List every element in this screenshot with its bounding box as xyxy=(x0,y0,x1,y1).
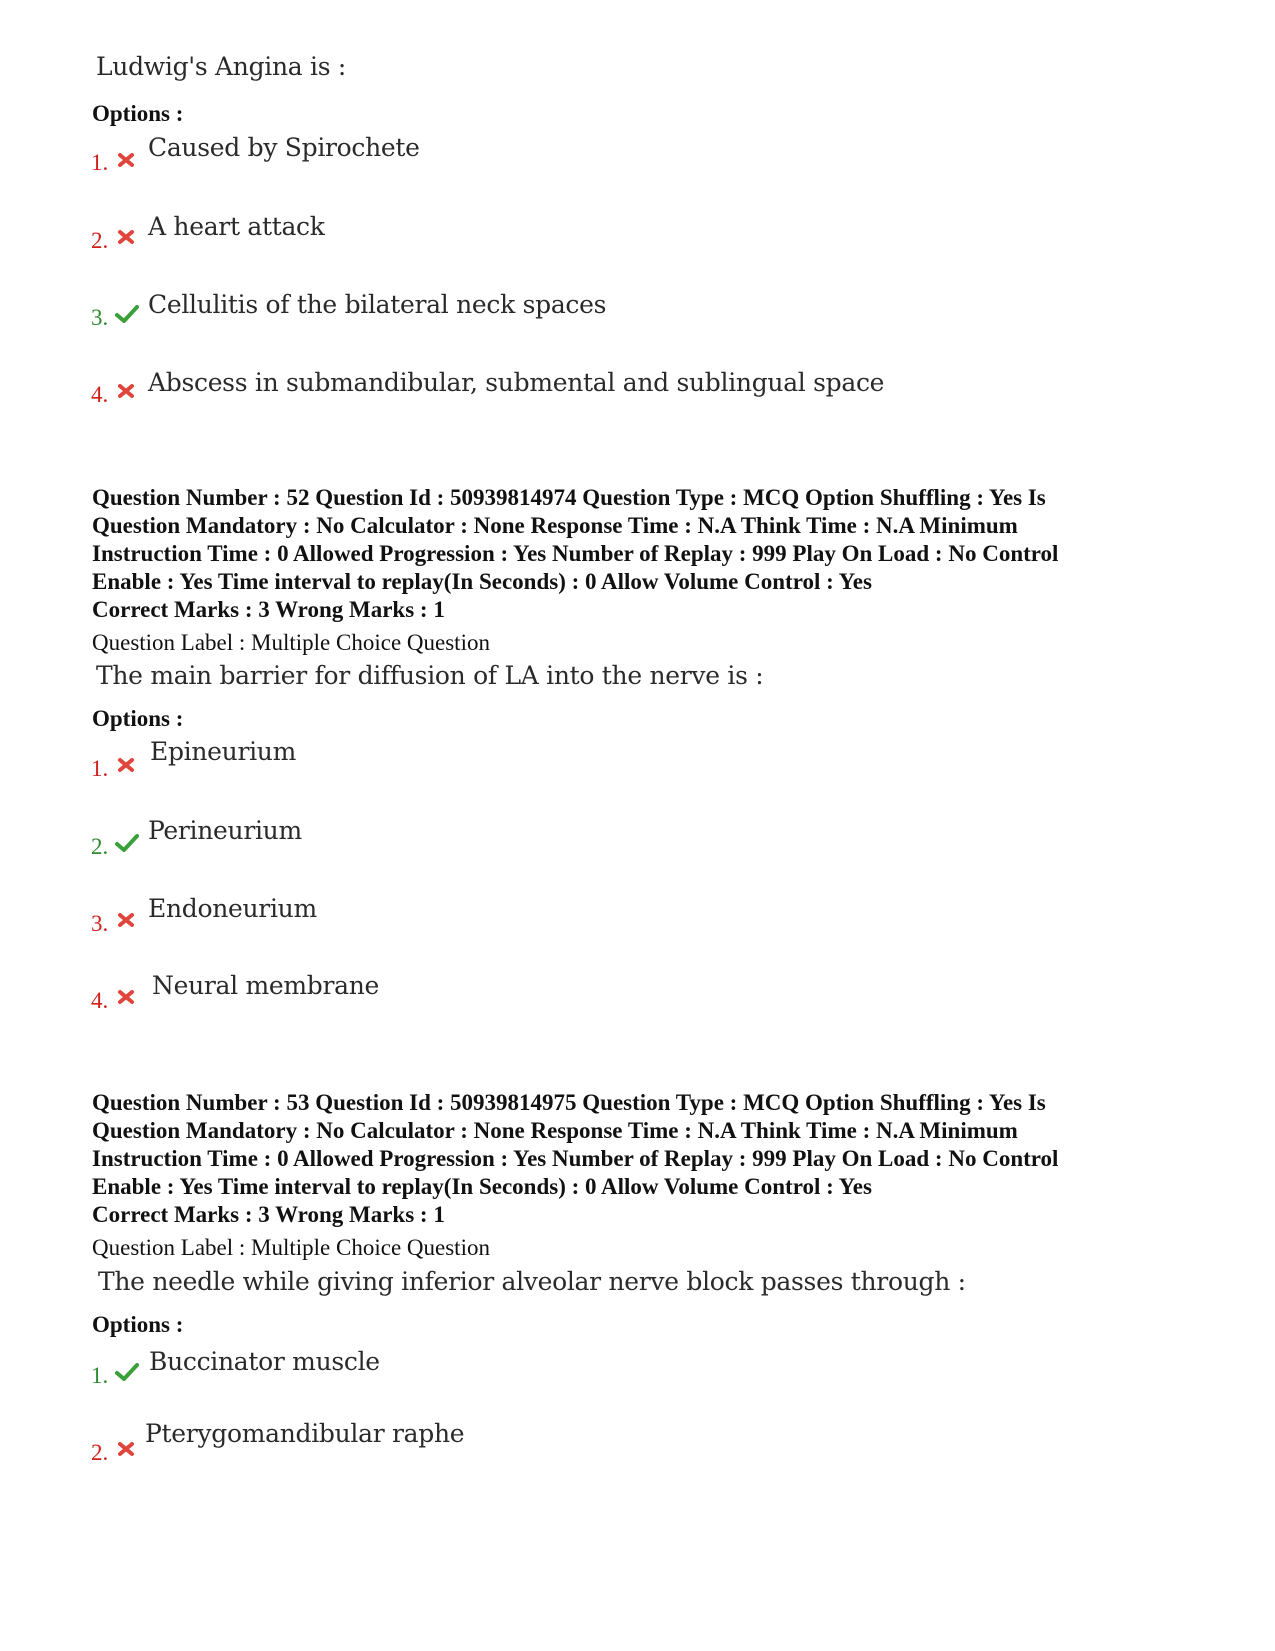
question-label: Question Label : Multiple Choice Question xyxy=(92,1235,490,1260)
option-text: Abscess in submandibular, submental and sublingual space xyxy=(148,368,885,397)
question-text: The main barrier for diffusion of LA into the nerve is : xyxy=(96,661,764,690)
meta-line: Question Mandatory : No Calculator : None Response Time : N.A Think Time : N.A Minimum xyxy=(92,513,1018,538)
check-icon xyxy=(115,833,139,858)
option-number: 1. xyxy=(91,756,109,781)
cross-icon xyxy=(117,1441,135,1462)
option-number: 3. xyxy=(91,911,109,936)
option-text: A heart attack xyxy=(148,212,325,241)
marks: Correct Marks : 3 Wrong Marks : 1 xyxy=(92,1202,445,1227)
meta-line: Question Number : 52 Question Id : 50939814974 Question Type : MCQ Option Shuffling : Yes Is xyxy=(92,485,1046,510)
check-icon xyxy=(115,304,139,329)
option-number: 2. xyxy=(91,834,109,859)
option-text: Pterygomandibular raphe xyxy=(145,1419,465,1448)
cross-icon xyxy=(117,383,135,404)
option-number: 4. xyxy=(91,382,109,407)
option-number: 4. xyxy=(91,988,109,1013)
options-label: Options : xyxy=(92,101,184,126)
cross-icon xyxy=(117,912,135,933)
meta-line: Question Mandatory : No Calculator : None Response Time : N.A Think Time : N.A Minimum xyxy=(92,1118,1018,1143)
option-text: Endoneurium xyxy=(148,894,317,923)
cross-icon xyxy=(117,757,135,778)
meta-line: Instruction Time : 0 Allowed Progression : Yes Number of Replay : 999 Play On Load : No Control xyxy=(92,541,1059,566)
meta-line: Enable : Yes Time interval to replay(In Seconds) : 0 Allow Volume Control : Yes xyxy=(92,1174,872,1199)
option-number: 1. xyxy=(91,150,109,175)
cross-icon xyxy=(117,152,135,173)
cross-icon xyxy=(117,989,135,1010)
check-icon xyxy=(115,1362,139,1387)
meta-line: Question Number : 53 Question Id : 50939814975 Question Type : MCQ Option Shuffling : Yes Is xyxy=(92,1090,1046,1115)
cross-icon xyxy=(117,229,135,250)
options-label: Options : xyxy=(92,1312,184,1337)
question-text: Ludwig's Angina is : xyxy=(96,52,347,81)
option-number: 2. xyxy=(91,1440,109,1465)
option-text: Perineurium xyxy=(148,816,302,845)
option-text: Buccinator muscle xyxy=(149,1347,380,1376)
option-text: Neural membrane xyxy=(152,971,380,1000)
option-text: Epineurium xyxy=(150,737,296,766)
option-text: Cellulitis of the bilateral neck spaces xyxy=(148,290,607,319)
option-text: Caused by Spirochete xyxy=(148,133,420,162)
options-label: Options : xyxy=(92,706,184,731)
option-number: 1. xyxy=(91,1363,109,1388)
question-meta xyxy=(92,1089,1202,1201)
question-label: Question Label : Multiple Choice Question xyxy=(92,630,490,655)
option-number: 2. xyxy=(91,228,109,253)
meta-line: Enable : Yes Time interval to replay(In Seconds) : 0 Allow Volume Control : Yes xyxy=(92,569,872,594)
marks: Correct Marks : 3 Wrong Marks : 1 xyxy=(92,597,445,622)
option-number: 3. xyxy=(91,305,109,330)
meta-line: Instruction Time : 0 Allowed Progression : Yes Number of Replay : 999 Play On Load : No Control xyxy=(92,1146,1059,1171)
question-meta xyxy=(92,484,1202,596)
question-text: The needle while giving inferior alveolar nerve block passes through : xyxy=(98,1267,966,1296)
